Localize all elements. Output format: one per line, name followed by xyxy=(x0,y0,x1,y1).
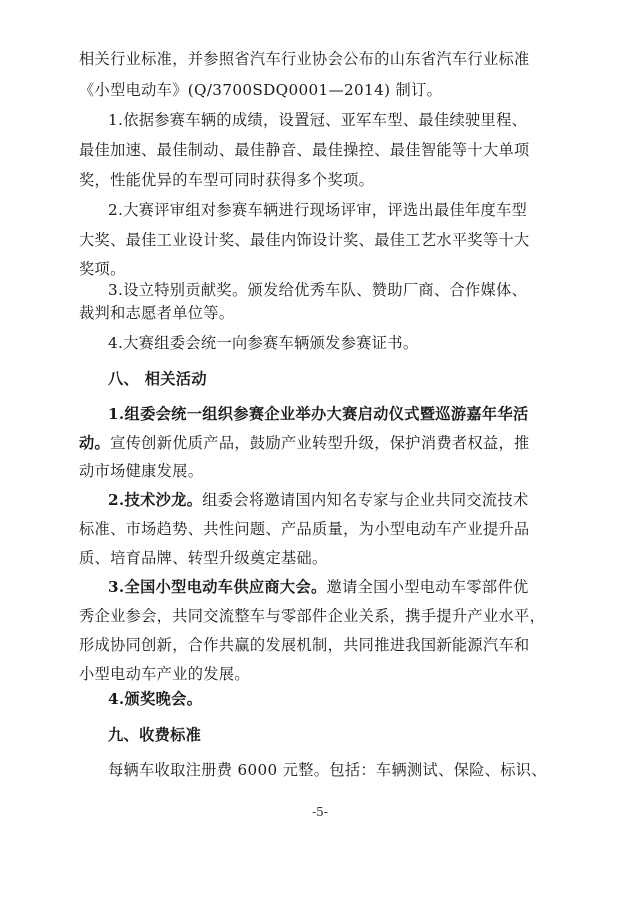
activity-2-title: 2.技术沙龙。 xyxy=(108,491,203,509)
activity-2-line-1 xyxy=(108,490,561,510)
activity-1-line-2 xyxy=(79,433,561,453)
activity-3-line-2: 秀企业参会，共同交流整车与零部件企业关系，携手提升产业水平， xyxy=(79,607,546,625)
activity-1-line-1: 1.组委会统一组织参赛企业举办大赛启动仪式暨巡游嘉年华活 xyxy=(108,405,529,423)
activity-2-text: 组委会将邀请国内知名专家与企业共同交流技术 xyxy=(202,491,529,509)
activity-3-title: 3.全国小型电动车供应商大会。 xyxy=(108,578,327,596)
activity-3-text: 邀请全国小型电动车零部件优 xyxy=(326,578,529,596)
activity-3-line-4: 小型电动车产业的发展。 xyxy=(79,665,250,683)
section-heading-8: 八、 相关活动 xyxy=(108,370,207,388)
award-3-line-1: 3.设立特别贡献奖。颁发给优秀车队、赞助厂商、合作媒体、 xyxy=(108,281,528,299)
intro-line-2: 《小型电动车》(Q/3700SDQ0001—2014) 制订。 xyxy=(79,81,443,99)
award-1-line-2: 最佳加速、最佳制动、最佳静音、最佳操控、最佳智能等十大单项 xyxy=(79,141,530,159)
award-2-line-1: 2.大赛评审组对参赛车辆进行现场评审，评选出最佳年度车型 xyxy=(108,201,528,219)
activity-4-line-1: 4.颁奖晚会。 xyxy=(108,690,203,708)
activity-1-line-3: 动市场健康发展。 xyxy=(79,462,204,480)
page-number: -5- xyxy=(312,805,328,819)
activity-2-line-2: 标准、市场趋势、共性问题、产品质量，为小型电动车产业提升品 xyxy=(79,520,530,538)
activity-1-text: 宣传创新优质产品，鼓励产业转型升级，保护消费者权益，推 xyxy=(110,434,530,452)
activity-1-bold-tail: 动。 xyxy=(79,434,111,452)
activity-2-line-3: 质、培育品牌、转型升级奠定基础。 xyxy=(79,549,328,567)
intro-line-1: 相关行业标准，并参照省汽车行业协会公布的山东省汽车行业标准 xyxy=(79,50,530,68)
award-4-line-1: 4.大赛组委会统一向参赛车辆颁发参赛证书。 xyxy=(108,334,419,352)
award-1-line-1: 1.依据参赛车辆的成绩，设置冠、亚军车型、最佳续驶里程、 xyxy=(108,111,528,129)
section-heading-9: 九、收费标准 xyxy=(108,726,202,744)
activity-3-line-1 xyxy=(108,577,561,597)
activity-3-line-3: 形成协同创新，合作共赢的发展机制，共同推进我国新能源汽车和 xyxy=(79,636,530,654)
award-3-line-2: 裁判和志愿者单位等。 xyxy=(79,304,235,322)
award-2-line-3: 奖项。 xyxy=(79,260,126,278)
award-1-line-3: 奖，性能优异的车型可同时获得多个奖项。 xyxy=(79,171,375,189)
award-2-line-2: 大奖、最佳工业设计奖、最佳内饰设计奖、最佳工艺水平奖等十大 xyxy=(79,231,530,249)
fee-line-1: 每辆车收取注册费 6000 元整。包括：车辆测试、保险、标识、 xyxy=(108,761,547,779)
